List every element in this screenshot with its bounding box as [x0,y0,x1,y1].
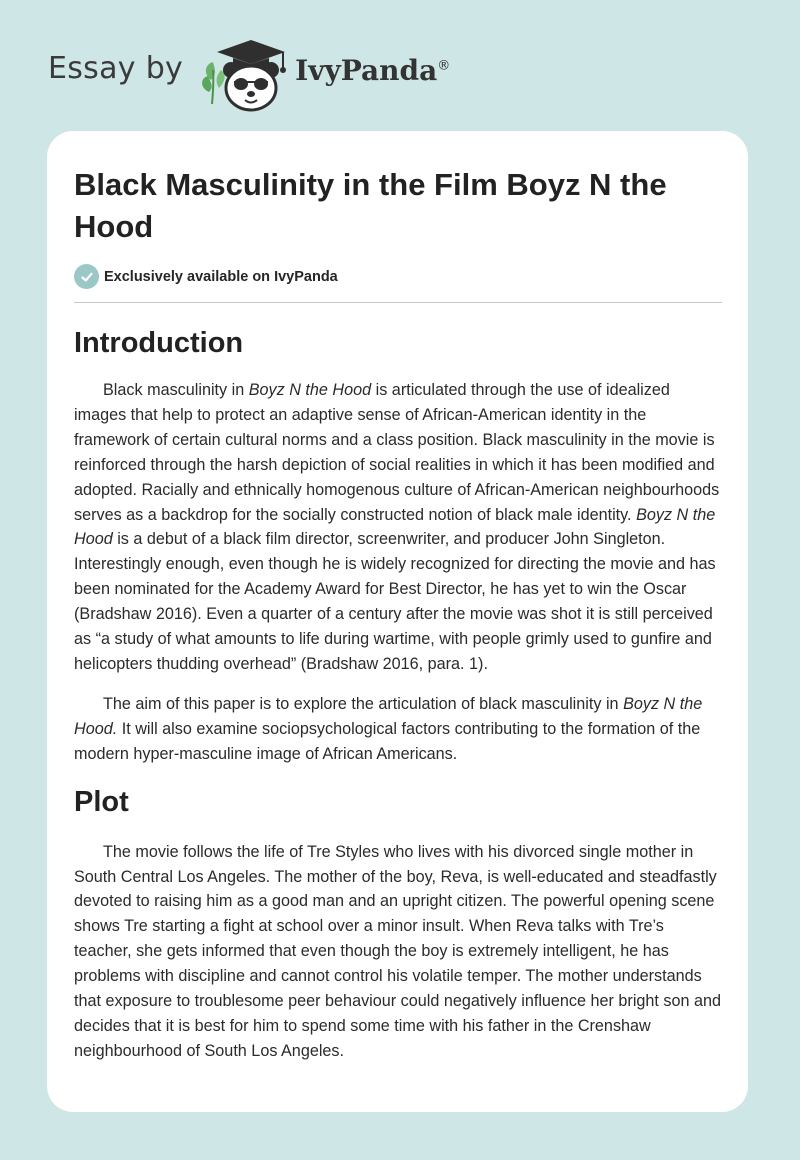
essay-by-label: Essay by [48,50,184,86]
essay-body [74,321,724,1064]
checkmark-icon [74,264,99,289]
brand-text: IvyPanda [295,53,438,87]
paragraph-text: is articulated through the use of idealized images that help to protect an adaptive sense of African-American identity in the framework of certain cultural norms and a class position. Black masculinity in the movie is reinforced through the harsh depiction of social realities in which it has been modified and adopted. Racially and ethnically homogenous culture of African-American neighbourhoods serves as a backdrop for the socially constructed notion of black male identity. [74,381,720,524]
paragraph-text: Black masculinity in [103,381,249,399]
paragraph [74,378,724,677]
registered-mark: ® [437,58,451,74]
essay-title: Black Masculinity in the Film Boyz N the Hood [74,167,667,244]
badge-label: Exclusively available on IvyPanda [104,268,338,285]
film-title-italic: Boyz N the Hood [248,381,372,399]
paragraph-text: is a debut of a black film director, screenwriter, and producer John Singleton. Interestingly enough, even though he is widely recognized for directing the movie and has been nominated for the Academy Award for Best Director, he has yet to win the Oscar (Bradshaw 2016). Even a quarter of a century after the movie was shot it is still perceived as “a study of what amounts to life during wartime, with people grimly used to gunfire and helicopters thudding overhead” (Bradshaw 2016, para. 1). [74,530,716,673]
film-title-italic: Boyz N the Hood [74,505,716,549]
leaf-icon [202,62,225,104]
site-header [48,34,450,114]
paragraph-text: The aim of this paper is to explore the articulation of black masculinity in [103,694,624,713]
brand-name[interactable] [295,54,450,87]
paragraph: The movie follows the life of Tre Styles who lives with his divorced single mother in South Central Los Angeles. The mother of the boy, Reva, is well-educated and steadfastly devoted to raising him as a good man and an upright citizen. The powerful opening scene shows Tre starting a fight at school over a minor insult. When Reva talks with Tre’s teacher, she gets informed that even though the boy is extremely intelligent, he has problems with discipline and cannot control his volatile temper. The mother understands that exposure to troublesome peer behaviour could negatively influence her bright son and decides that it is best for him to spend some time with his father in the Crenshaw neighbourhood of South Los Angeles. [74,842,722,1060]
divider [74,302,722,303]
section-heading-plot: Plot [74,785,129,818]
exclusive-badge [74,264,338,289]
paragraph-text: It will also examine sociopsychological factors contributing to the formation of the modern hyper-masculine image of African Americans. [74,719,701,763]
section-heading-introduction: Introduction [74,327,244,359]
panda-logo-icon[interactable] [197,34,289,114]
essay-card [47,131,748,1112]
paragraph [74,692,724,767]
film-title-italic: Boyz N the Hood. [74,694,703,738]
